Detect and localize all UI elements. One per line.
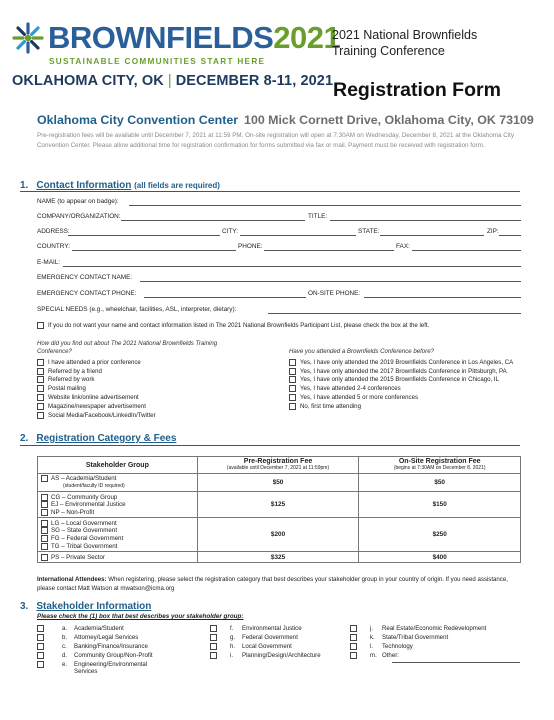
emergency-phone-label: EMERGENCY CONTACT PHONE: xyxy=(37,290,137,297)
name-label: NAME (to appear on badge): xyxy=(37,198,119,205)
option-label: Banking/Finance/Insurance xyxy=(74,643,148,650)
section-registration-heading xyxy=(20,433,176,444)
option-label: Engineering/Environmental Services xyxy=(74,661,148,676)
attended-option[interactable] xyxy=(289,367,513,376)
pre-fee-cell: $50 xyxy=(197,474,359,492)
option-label: Federal Government xyxy=(242,634,298,641)
checkbox[interactable] xyxy=(350,652,357,659)
checkbox[interactable] xyxy=(41,509,48,516)
question-attended-before: Have you attended a Brownfields Conference before? xyxy=(289,348,434,355)
state-label: STATE: xyxy=(358,228,380,235)
group-sub: (student/faculty ID required) xyxy=(63,483,125,490)
option-letter: l. xyxy=(370,643,374,650)
attended-option[interactable] xyxy=(289,376,513,385)
group-note xyxy=(41,483,194,491)
group-label: CG – Community Group xyxy=(51,493,118,501)
attended-option[interactable] xyxy=(289,358,513,367)
group-label: NP – Non-Profit xyxy=(51,509,95,517)
group-label: LG – Local Government xyxy=(51,519,117,527)
city-label: CITY: xyxy=(222,228,238,235)
name-field[interactable] xyxy=(129,205,521,206)
event-dates: DECEMBER 8-11, 2021 xyxy=(175,73,334,89)
title-field[interactable] xyxy=(330,220,521,221)
stakeholder-option[interactable] xyxy=(37,652,187,659)
group-label: SG – State Government xyxy=(51,527,118,535)
fax-label: FAX: xyxy=(396,243,410,250)
stakeholder-option[interactable] xyxy=(350,634,525,641)
checkbox[interactable] xyxy=(37,368,44,375)
pre-fee-cell: $125 xyxy=(197,492,359,518)
onsite-fee-cell: $400 xyxy=(359,552,521,563)
option-letter: g. xyxy=(230,634,236,641)
option-label: Social Media/Facebook/LinkedIn/Twitter xyxy=(48,411,156,419)
stakeholder-option[interactable] xyxy=(210,643,340,650)
stakeholder-option[interactable] xyxy=(210,634,340,641)
optout-row xyxy=(37,321,429,330)
checkbox[interactable] xyxy=(41,520,48,527)
phone-field[interactable] xyxy=(264,250,394,251)
event-city: OKLAHOMA CITY, OK xyxy=(12,73,164,89)
col-header-onsite xyxy=(359,457,521,474)
stakeholder-instruction: Please check the (1) box that best describes your stakeholder group: xyxy=(37,613,244,620)
attended-option[interactable] xyxy=(289,402,513,411)
event-location-dates xyxy=(12,73,333,89)
conference-name-line1: 2021 National Brownfields xyxy=(332,28,478,42)
onsite-fee-cell: $250 xyxy=(359,518,521,552)
venue-address: 100 Mick Cornett Drive, Oklahoma City, OK 73109 xyxy=(244,113,534,127)
group-option[interactable] xyxy=(41,501,194,509)
pre-fee-cell: $325 xyxy=(197,552,359,563)
checkbox[interactable] xyxy=(289,368,296,375)
stakeholder-column-1 xyxy=(37,625,187,676)
stakeholder-option[interactable] xyxy=(37,661,187,676)
address-label: ADDRESS: xyxy=(37,228,70,235)
group-cell xyxy=(38,552,198,563)
checkbox[interactable] xyxy=(210,625,217,632)
section-contact-heading xyxy=(20,180,220,191)
section-title: Registration Category & Fees xyxy=(36,433,177,444)
logo-tagline: SUSTAINABLE COMMUNITIES START HERE xyxy=(49,57,266,66)
header-label: On-Site Registration Fee xyxy=(398,458,481,465)
table-header-row xyxy=(38,457,521,474)
checkbox[interactable] xyxy=(37,661,44,668)
section-stakeholder-heading xyxy=(20,601,151,612)
checkbox[interactable] xyxy=(41,543,48,550)
group-label: EJ – Environmental Justice xyxy=(51,501,126,509)
group-label: TG – Tribal Government xyxy=(51,542,118,550)
checkbox[interactable] xyxy=(37,643,44,650)
form-title: Registration Form xyxy=(333,79,501,101)
option-label: No, first time attending xyxy=(300,402,361,410)
attended-before-options xyxy=(289,358,513,411)
stakeholder-option[interactable] xyxy=(350,643,525,650)
title-label: TITLE: xyxy=(308,213,328,220)
group-label: PS – Private Sector xyxy=(51,553,105,561)
country-label: COUNTRY: xyxy=(37,243,70,250)
option-letter: k. xyxy=(370,634,375,641)
company-field[interactable] xyxy=(121,220,305,221)
how-found-options xyxy=(37,358,156,420)
group-option[interactable] xyxy=(41,519,194,527)
checkbox[interactable] xyxy=(37,359,44,366)
section-title: Stakeholder Information xyxy=(36,601,152,612)
emergency-name-field[interactable] xyxy=(140,281,521,282)
option-label: Postal mailing xyxy=(48,385,86,393)
option-label: Referred by a friend xyxy=(48,367,102,375)
option-letter: f. xyxy=(230,625,234,632)
checkbox[interactable] xyxy=(350,634,357,641)
how-found-option[interactable] xyxy=(37,367,156,376)
table-row xyxy=(38,492,521,518)
checkbox[interactable] xyxy=(41,554,48,561)
checkbox[interactable] xyxy=(289,359,296,366)
attended-option[interactable] xyxy=(289,393,513,402)
emergency-phone-field[interactable] xyxy=(144,297,306,298)
option-letter: d. xyxy=(62,652,68,659)
checkbox[interactable] xyxy=(289,385,296,392)
venue-name: Oklahoma City Convention Center xyxy=(37,113,239,127)
optout-label: If you do not want your name and contact information listed in The 2021 National Brownfields Participant List, please check the box at the left. xyxy=(48,321,430,329)
group-cell xyxy=(38,492,198,518)
onsite-phone-label: ON-SITE PHONE: xyxy=(308,290,361,297)
other-field[interactable] xyxy=(392,662,520,663)
stakeholder-option[interactable] xyxy=(350,625,525,632)
logo-word: BROWNFIELDS xyxy=(48,20,274,55)
option-letter: c. xyxy=(62,643,67,650)
stakeholder-column-3 xyxy=(350,625,525,659)
option-letter: m. xyxy=(370,652,377,659)
checkbox[interactable] xyxy=(41,527,48,534)
stakeholder-option[interactable] xyxy=(37,634,187,641)
group-cell xyxy=(38,518,198,552)
group-label: FG – Federal Government xyxy=(51,535,124,543)
option-label: Community Group/Non-Profit xyxy=(74,652,153,659)
option-label: Referred by work xyxy=(48,376,95,384)
header-label: Pre-Registration Fee xyxy=(243,458,313,465)
stakeholder-option[interactable] xyxy=(350,652,525,659)
conference-logo-seal xyxy=(11,21,45,69)
option-label: Yes, I have only attended the 2015 Brownfields Conference in Chicago, IL xyxy=(300,376,499,384)
checkbox[interactable] xyxy=(41,494,48,501)
option-label: Yes, I have attended 2-4 conferences xyxy=(300,385,401,393)
special-needs-field[interactable] xyxy=(268,313,521,314)
logo-wordmark xyxy=(48,22,340,54)
section-title: Contact Information xyxy=(36,180,132,191)
phone-label: PHONE: xyxy=(238,243,263,250)
option-letter: j. xyxy=(370,625,374,632)
group-option[interactable] xyxy=(41,509,194,517)
header-note: (available until December 7, 2021 at 11:59pm) xyxy=(226,465,330,471)
how-found-option[interactable] xyxy=(37,402,156,411)
how-found-option[interactable] xyxy=(37,411,156,420)
section-number: 3. xyxy=(20,601,29,612)
option-label: Yes, I have only attended the 2017 Brownfields Conference in Pittsburgh, PA xyxy=(300,367,507,375)
stakeholder-option[interactable] xyxy=(210,625,340,632)
section-number: 2. xyxy=(20,433,29,444)
checkbox[interactable] xyxy=(289,376,296,383)
section-rule xyxy=(20,191,520,192)
international-text: When registering, please select the registration category that best describes your stakeholder group in your country of origin. If you need assistance, please contact Matt Watson at mwatson@icma.org xyxy=(37,576,508,592)
country-field[interactable] xyxy=(72,250,236,251)
international-note xyxy=(37,576,521,593)
email-label: E-MAIL: xyxy=(37,259,61,266)
checkbox[interactable] xyxy=(37,376,44,383)
header-note: (begins at 7:30AM on December 8, 2021) xyxy=(393,465,486,471)
group-cell xyxy=(38,474,198,492)
group-option[interactable] xyxy=(41,543,194,551)
emergency-name-label: EMERGENCY CONTACT NAME: xyxy=(37,274,133,281)
checkbox[interactable] xyxy=(210,643,217,650)
checkbox[interactable] xyxy=(37,385,44,392)
option-label: Magazine/newspaper advertisement xyxy=(48,402,146,410)
address-field[interactable] xyxy=(68,235,220,236)
pre-fee-cell: $200 xyxy=(197,518,359,552)
option-label: Attorney/Legal Services xyxy=(74,634,139,641)
option-letter: e. xyxy=(62,661,68,668)
checkbox[interactable] xyxy=(37,652,44,659)
logo-year: 2021 xyxy=(273,20,341,55)
checkbox[interactable] xyxy=(350,625,357,632)
group-option[interactable] xyxy=(41,475,194,483)
checkbox[interactable] xyxy=(350,643,357,650)
checkbox[interactable] xyxy=(37,625,44,632)
special-needs-label: SPECIAL NEEDS (e.g., wheelchair, facilities, ASL, interpreter, dietary): xyxy=(37,306,237,313)
email-field[interactable] xyxy=(63,266,521,267)
separator: | xyxy=(167,73,172,89)
group-option[interactable] xyxy=(41,535,194,543)
onsite-fee-cell: $150 xyxy=(359,492,521,518)
option-label: Real Estate/Economic Redevelopment xyxy=(382,625,487,632)
checkbox[interactable] xyxy=(41,475,48,482)
stakeholder-option[interactable] xyxy=(37,625,187,632)
option-letter: i. xyxy=(230,652,234,659)
international-label: International Attendees: xyxy=(37,576,107,583)
section-rule xyxy=(20,445,520,446)
venue-line xyxy=(37,113,534,127)
option-label: Yes, I have only attended the 2019 Brownfields Conference in Los Angeles, CA xyxy=(300,358,514,366)
col-header-group xyxy=(38,457,198,474)
table-row xyxy=(38,474,521,492)
zip-field[interactable] xyxy=(499,235,521,236)
checkbox[interactable] xyxy=(37,634,44,641)
company-label: COMPANY/ORGANIZATION: xyxy=(37,213,121,220)
stakeholder-option[interactable] xyxy=(210,652,340,659)
option-label: Website link/online advertisement xyxy=(48,394,139,402)
question-how-found: How did you find out about The 2021 National Brownfields Training Conference? xyxy=(37,340,218,355)
checkbox[interactable] xyxy=(210,652,217,659)
option-label: Planning/Design/Architecture xyxy=(242,652,321,659)
how-found-option[interactable] xyxy=(37,358,156,367)
optout-checkbox[interactable] xyxy=(37,322,44,329)
how-found-option[interactable] xyxy=(37,376,156,385)
how-found-option[interactable] xyxy=(37,393,156,402)
fax-field[interactable] xyxy=(412,250,521,251)
group-option[interactable] xyxy=(41,493,194,501)
option-letter: a. xyxy=(62,625,68,632)
registration-fee-table xyxy=(37,456,521,563)
how-found-option[interactable] xyxy=(37,384,156,393)
table-row xyxy=(38,552,521,563)
checkbox[interactable] xyxy=(37,403,44,410)
onsite-fee-cell: $50 xyxy=(359,474,521,492)
checkbox[interactable] xyxy=(210,634,217,641)
state-field[interactable] xyxy=(380,235,484,236)
attended-option[interactable] xyxy=(289,384,513,393)
header-label: Stakeholder Group xyxy=(85,461,149,469)
stakeholder-column-2 xyxy=(210,625,340,659)
group-option[interactable] xyxy=(41,527,194,535)
section-subtitle: (all fields are required) xyxy=(134,181,220,190)
checkbox[interactable] xyxy=(289,403,296,410)
checkbox[interactable] xyxy=(37,412,44,419)
option-label: State/Tribal Government xyxy=(382,634,449,641)
option-label: Other: xyxy=(382,652,399,659)
option-letter: h. xyxy=(230,643,236,650)
option-label: Environmental Justice xyxy=(242,625,302,632)
stakeholder-option[interactable] xyxy=(37,643,187,650)
option-label: Local Government xyxy=(242,643,292,650)
conference-name-line2: Training Conference xyxy=(332,44,445,58)
option-letter: b. xyxy=(62,634,68,641)
group-option[interactable] xyxy=(41,553,194,561)
zip-label: ZIP: xyxy=(487,228,499,235)
option-label: Technology xyxy=(382,643,413,650)
group-label: AS – Academia/Student xyxy=(51,475,117,483)
table-row xyxy=(38,518,521,552)
checkbox[interactable] xyxy=(37,394,44,401)
section-number: 1. xyxy=(20,180,29,191)
option-label: Academia/Student xyxy=(74,625,124,632)
registration-note: Pre-registration fees will be available until December 7, 2021 at 11:59 PM. On-site registration will open at 7:30AM on Wednesday, December 8, 2021 at the Oklahoma City Convention Center. Please allow additional time for registration confirmation for forms submitted via fax or mail. Payment must be received with registration form. xyxy=(37,132,515,149)
checkbox[interactable] xyxy=(41,501,48,508)
checkbox[interactable] xyxy=(41,535,48,542)
option-label: Yes, I have attended 5 or more conferences xyxy=(300,394,419,402)
onsite-phone-field[interactable] xyxy=(364,297,521,298)
col-header-pre xyxy=(197,457,359,474)
city-field[interactable] xyxy=(240,235,356,236)
option-label: I have attended a prior conference xyxy=(48,358,141,366)
checkbox[interactable] xyxy=(289,394,296,401)
